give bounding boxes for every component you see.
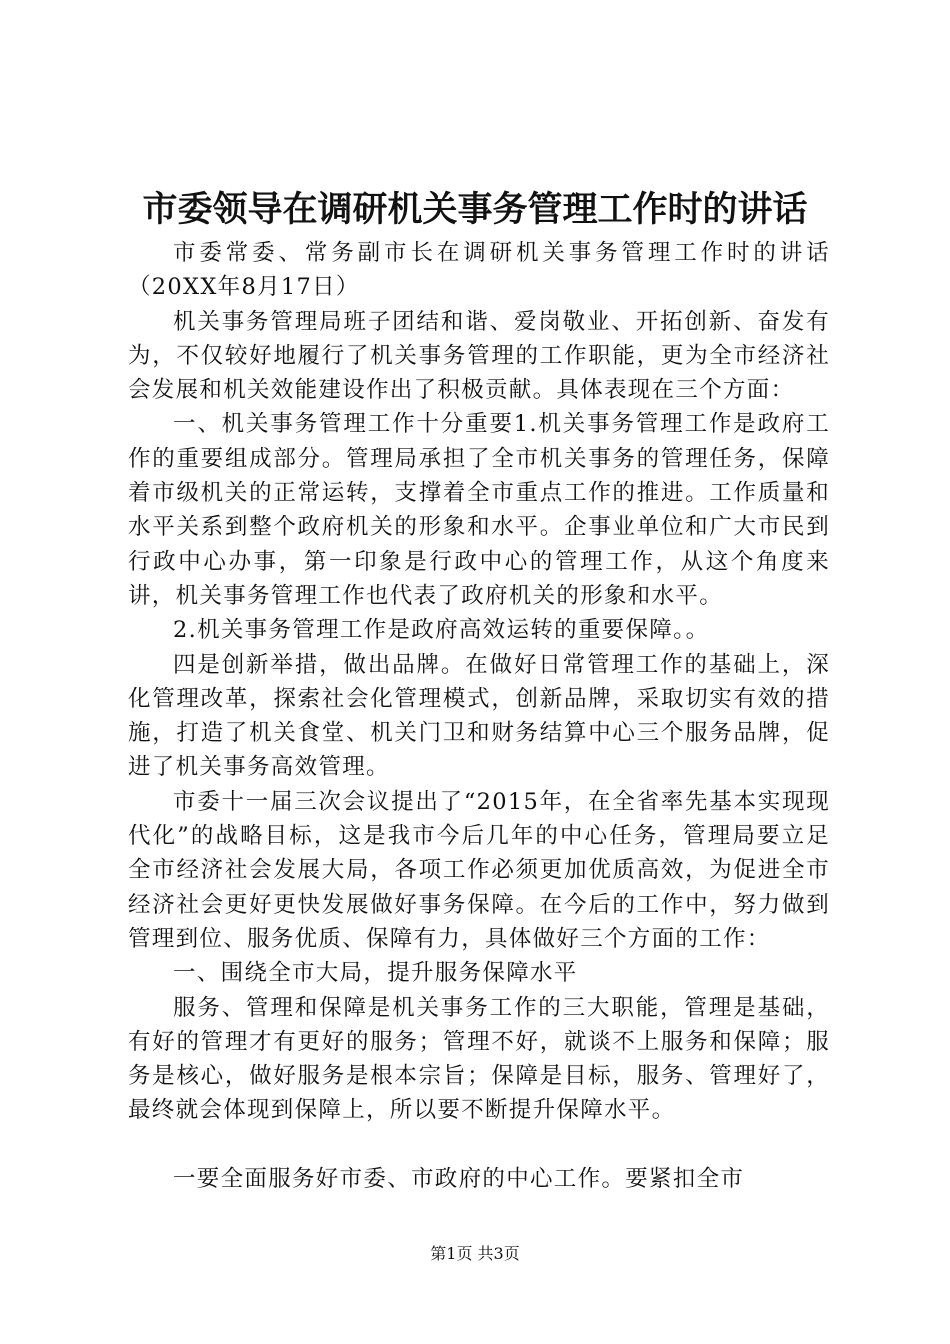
paragraph: 四是创新举措，做出品牌。在做好日常管理工作的基础上，深化管理改革，探索社会化管理模式，创新品牌，采取切实有效的措施，打造了机关食堂、机关门卫和财务结算中心三个服务品牌，促进了机关事务高效管理。 bbox=[128, 651, 830, 781]
paragraph: 2.机关事务管理工作是政府高效运转的重要保障。。 bbox=[173, 617, 710, 644]
section-heading: 一、围绕全市大局，提升服务保障水平 bbox=[173, 960, 578, 987]
paragraph: 机关事务管理局班子团结和谐、爱岗敬业、开拓创新、奋发有为，不仅较好地履行了机关事务管理的工作职能，更为全市经济社会发展和机关效能建设作出了积极贡献。具体表现在三个方面： bbox=[128, 308, 830, 404]
paragraph: 服务、管理和保障是机关事务工作的三大职能，管理是基础，有好的管理才有更好的服务；管理不好，就谈不上服务和保障；服务是核心，做好服务是根本宗旨；保障是目标，服务、管理好了，最终就会体现到保障上，所以要不断提升保障水平。 bbox=[128, 994, 830, 1124]
paragraph: 一、机关事务管理工作十分重要1.机关事务管理工作是政府工作的重要组成部分。管理局承担了全市机关事务的管理任务，保障着市级机关的正常运转，支撑着全市重点工作的推进。工作质量和水平关系到整个政府机关的形象和水平。企事业单位和广大市民到行政中心办事，第一印象是行政中心的管理工作，从这个角度来讲，机关事务管理工作也代表了政府机关的形象和水平。 bbox=[128, 411, 830, 609]
paragraph: 一要全面服务好市委、市政府的中心工作。要紧扣全市 bbox=[173, 1165, 745, 1192]
page-footer: 第1页 共3页 bbox=[430, 1244, 520, 1263]
paragraph-subtitle: 市委常委、常务副市长在调研机关事务管理工作时的讲话（20XX年8月17日） bbox=[128, 240, 830, 301]
document-title: 市委领导在调研机关事务管理工作时的讲话 bbox=[142, 189, 808, 230]
document-body bbox=[128, 236, 830, 1196]
paragraph: 市委十一届三次会议提出了“2015年，在全省率先基本实现现代化”的战略目标，这是我市今后几年的中心任务，管理局要立足全市经济社会发展大局，各项工作必须更加优质高效，为促进全市经济社会更好更快发展做好事务保障。在今后的工作中，努力做到管理到位、服务优质、保障有力，具体做好三个方面的工作： bbox=[128, 788, 830, 952]
